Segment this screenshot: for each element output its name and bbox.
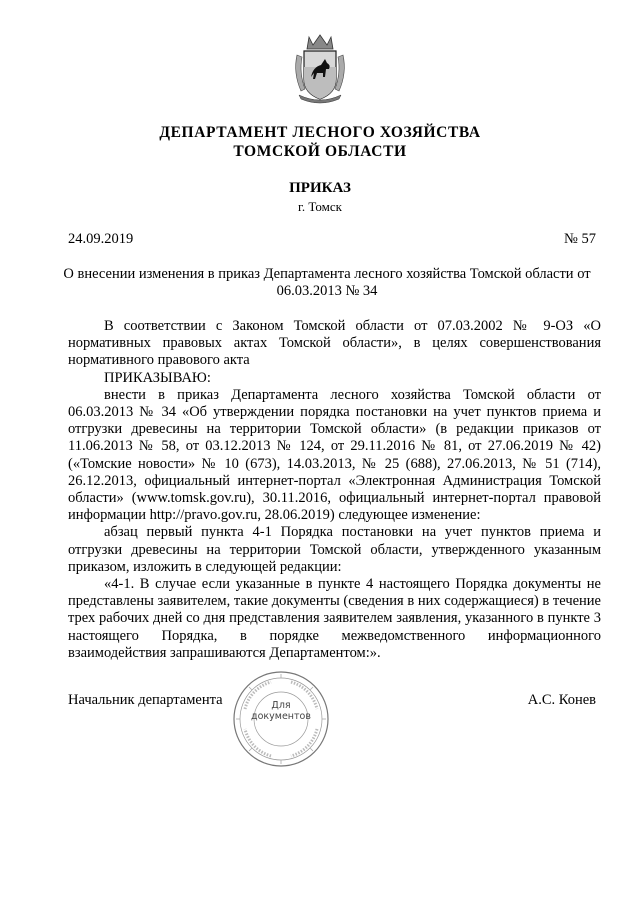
preamble-paragraph: В соответствии с Законом Томской области от 07.03.2002 № 9-ОЗ «О нормативных правовых актах Томской области», в целях совершенствования нормативного правового акта bbox=[68, 318, 601, 369]
signatory-position: Начальник департамента bbox=[68, 692, 223, 708]
new-wording-paragraph: «4-1. В случае если указанные в пункте 4 настоящего Порядка документы не представлены заявителем, такие документы (сведения в них содержащиеся) в течение трех рабочих дней со дня представления заявителем заявления, указанного в пункте 3 настоящего Порядка, в порядке межведомственного информационного взаимодействия запрашиваются Департаментом:». bbox=[68, 576, 601, 661]
stamp-text bbox=[231, 700, 331, 722]
city: г. Томск bbox=[298, 199, 342, 214]
order-body bbox=[68, 318, 601, 662]
order-title: ПРИКАЗ bbox=[289, 180, 351, 196]
clause-paragraph: абзац первый пункта 4-1 Порядка постановки на учет пунктов приема и отгрузки древесины на территории Томской области, утвержденного указанным приказом, изложить в следующей редакции: bbox=[68, 524, 601, 575]
order-subject-line-1: О внесении изменения в приказ Департамента лесного хозяйства Томской области от bbox=[63, 266, 591, 282]
department-name-line-2: ТОМСКОЙ ОБЛАСТИ bbox=[233, 143, 407, 160]
order-directive: ПРИКАЗЫВАЮ: bbox=[104, 369, 211, 386]
order-subject-line-2: 06.03.2013 № 34 bbox=[276, 283, 378, 299]
tomsk-oblast-coat-of-arms-icon bbox=[291, 33, 349, 105]
department-name-line-1: ДЕПАРТАМЕНТ ЛЕСНОГО ХОЗЯЙСТВА bbox=[159, 124, 481, 141]
stamp-text-line-2: документов bbox=[251, 711, 311, 722]
amendment-paragraph: внести в приказ Департамента лесного хозяйства Томской области от 06.03.2013 № 34 «Об утверждении порядка постановки на учет пунктов приема и отгрузки древесины на территории Томской области» (в редакции приказов от 11.06.2013 № 58, от 03.12.2013 № 124, от 29.11.2016 № 81, от 27.06.2019 № 42) («Томские новости» № 10 (673), 14.03.2013, № 25 (688), 27.06.2013, № 51 (714), 26.12.2013, официальный интернет-портал «Электронная Администрация Томской области» (www.tomsk.gov.ru), 30.11.2016, официальный интернет-портал правовой информации http://pravo.gov.ru, 28.06.2019) следующее изменение: bbox=[68, 386, 601, 524]
order-date: 24.09.2019 bbox=[68, 231, 134, 247]
signatory-name: А.С. Конев bbox=[527, 692, 596, 708]
stamp-text-line-1: Для bbox=[271, 700, 291, 711]
order-number: № 57 bbox=[564, 231, 596, 247]
order-subject bbox=[60, 266, 594, 300]
